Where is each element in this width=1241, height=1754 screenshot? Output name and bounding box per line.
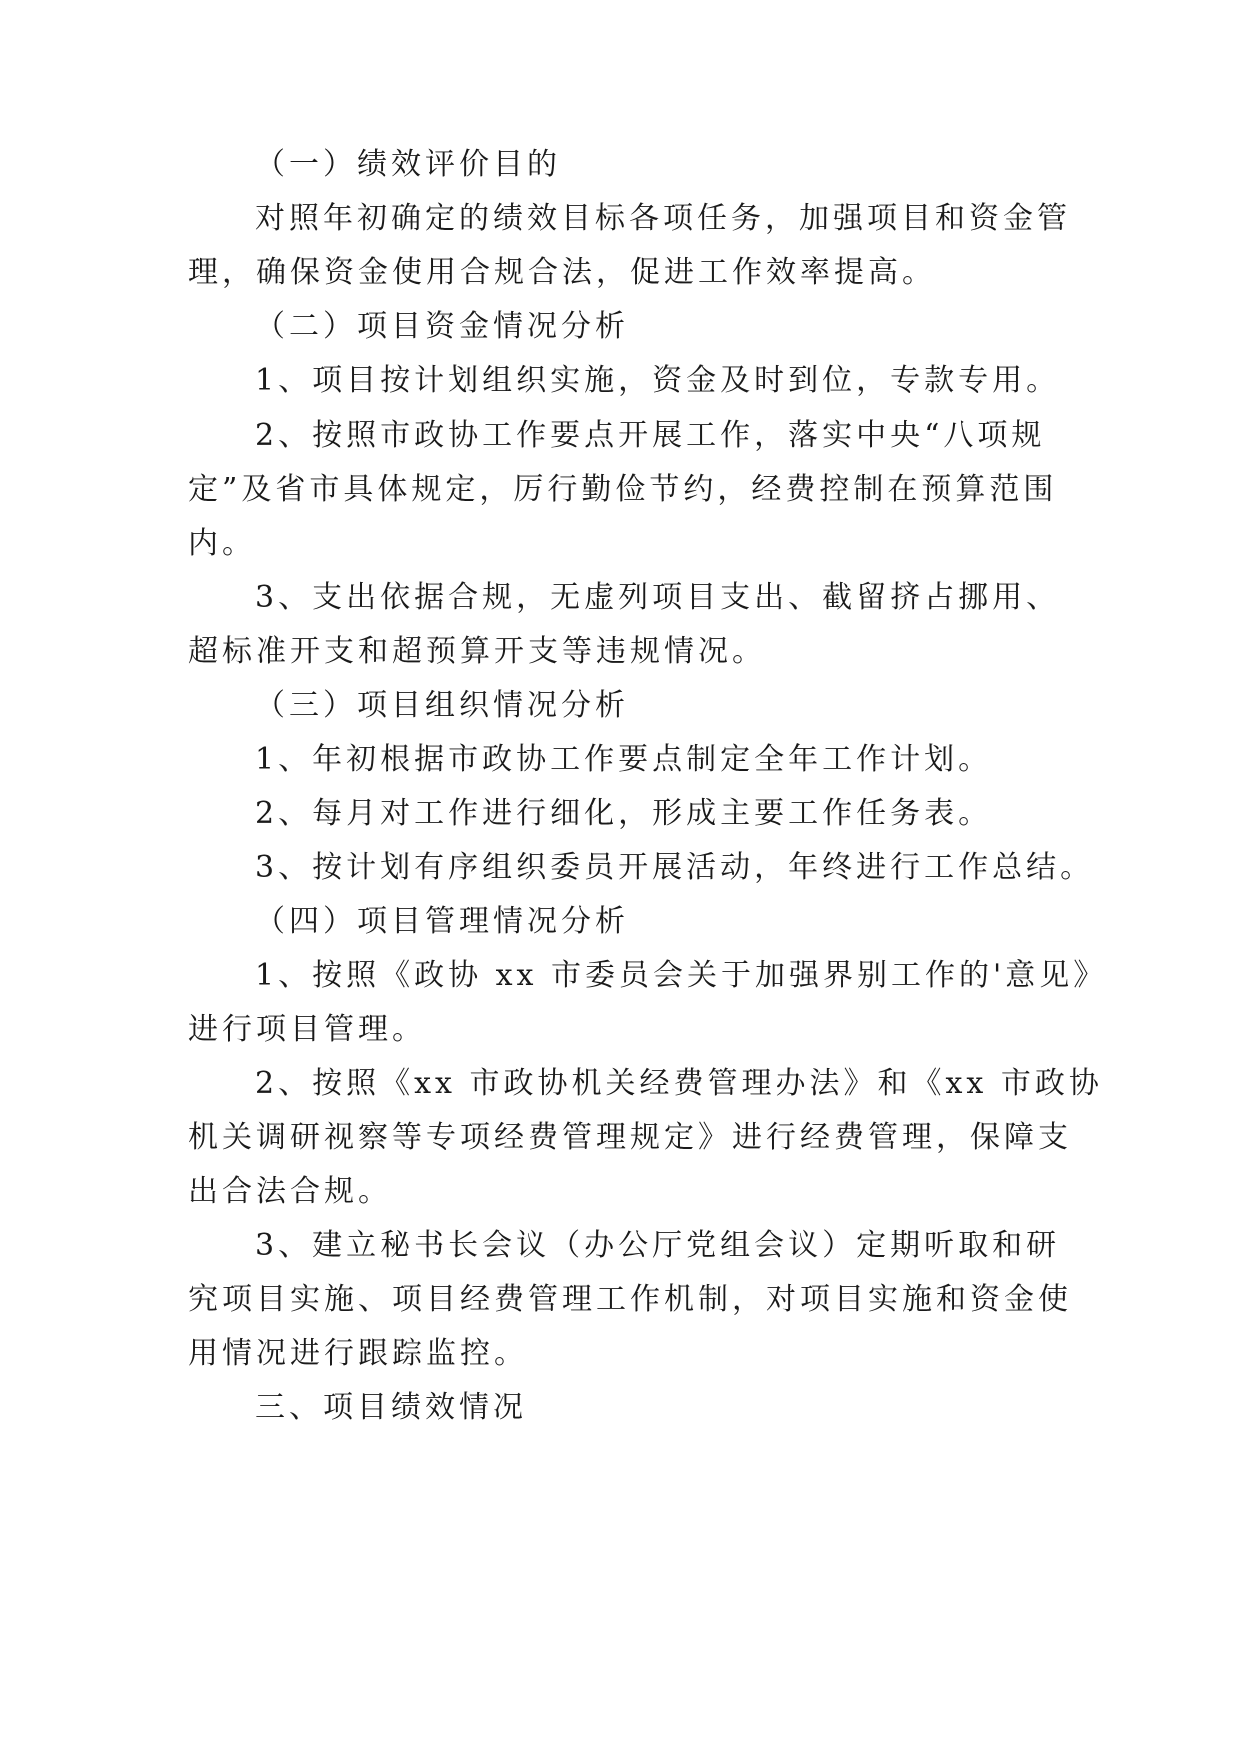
paragraph-line: 理，确保资金使用合规合法，促进工作效率提高。 [188,255,936,290]
list-item: 1、项目按计划组织实施，资金及时到位，专款专用。 [255,363,1061,398]
paragraph-line: 用情况进行跟踪监控。 [188,1336,528,1371]
list-item: 2、按照《xx 市政协机关经费管理办法》和《xx 市政协 [255,1066,1103,1101]
paragraph-line: 定”及省市具体规定，厉行勤俭节约，经费控制在预算范围 [188,472,1058,507]
paragraph-line: 究项目实施、项目经费管理工作机制，对项目实施和资金使 [188,1282,1072,1317]
list-item: 2、按照市政协工作要点开展工作，落实中央“八项规 [255,418,1046,453]
part-heading-project-performance: 三、项目绩效情况 [255,1390,527,1425]
section-heading-fund-analysis: （二）项目资金情况分析 [255,309,629,344]
paragraph-line: 超标准开支和超预算开支等违规情况。 [188,634,766,669]
list-item: 3、建立秘书长会议（办公厅党组会议）定期听取和研 [255,1228,1061,1263]
paragraph-line: 对照年初确定的绩效目标各项任务，加强项目和资金管 [255,201,1071,236]
paragraph-line: 进行项目管理。 [188,1012,426,1047]
list-item: 3、按计划有序组织委员开展活动，年终进行工作总结。 [255,850,1095,885]
list-item: 1、按照《政协 xx 市委员会关于加强界别工作的'意见》 [255,958,1108,993]
list-item: 2、每月对工作进行细化，形成主要工作任务表。 [255,796,993,831]
section-heading-management-analysis: （四）项目管理情况分析 [255,904,629,939]
section-heading-organization-analysis: （三）项目组织情况分析 [255,688,629,723]
paragraph-line: 出合法合规。 [188,1174,392,1209]
list-item: 1、年初根据市政协工作要点制定全年工作计划。 [255,742,993,777]
list-item: 3、支出依据合规，无虚列项目支出、截留挤占挪用、 [255,580,1061,615]
section-heading-evaluation-purpose: （一）绩效评价目的 [255,147,561,182]
paragraph-line: 机关调研视察等专项经费管理规定》进行经费管理，保障支 [188,1120,1072,1155]
paragraph-line: 内。 [188,526,256,561]
